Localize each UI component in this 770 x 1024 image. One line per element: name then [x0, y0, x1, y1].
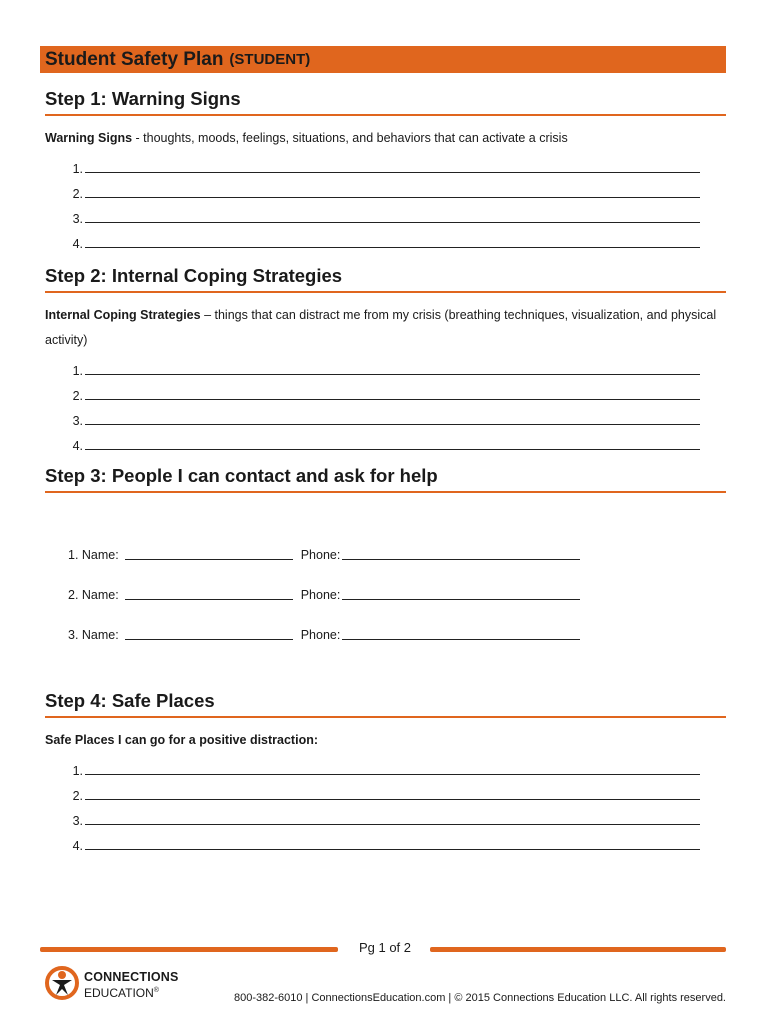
blank-input-line[interactable] [85, 233, 700, 248]
blank-input-line[interactable] [85, 435, 700, 450]
blank-input-line[interactable] [85, 760, 700, 775]
item-number: 2. [72, 389, 83, 403]
item-number: 3. [72, 212, 83, 226]
step-2-heading: Step 2: Internal Coping Strategies [45, 265, 726, 293]
step-4-section [45, 690, 726, 853]
name-field[interactable] [125, 545, 293, 560]
contacts-list [68, 522, 580, 642]
blank-input-line[interactable] [85, 385, 700, 400]
blank-input-line[interactable] [85, 835, 700, 850]
step-2-description [45, 303, 726, 353]
logo-line-1: CONNECTIONS [84, 970, 179, 984]
item-number: 3. [72, 814, 83, 828]
list-item [45, 176, 726, 201]
step-2-section [45, 265, 726, 453]
phone-label: Phone: [300, 628, 341, 642]
list-item [45, 403, 726, 428]
list-item [45, 778, 726, 803]
contact-row [68, 522, 580, 562]
phone-field[interactable] [342, 625, 580, 640]
step-4-description [45, 728, 726, 753]
blank-input-line[interactable] [85, 810, 700, 825]
step-4-list [45, 753, 726, 853]
name-field[interactable] [125, 585, 293, 600]
phone-field[interactable] [342, 585, 580, 600]
footer-divider-left [40, 947, 338, 952]
blank-input-line[interactable] [85, 208, 700, 223]
blank-input-line[interactable] [85, 183, 700, 198]
blank-input-line[interactable] [85, 360, 700, 375]
item-number: 1. [72, 162, 83, 176]
name-label: 1. Name: [68, 548, 119, 562]
list-item [45, 201, 726, 226]
title-bar [40, 46, 726, 73]
item-number: 1. [72, 764, 83, 778]
name-label: 2. Name: [68, 588, 119, 602]
item-number: 4. [72, 237, 83, 251]
logo-wordmark [84, 971, 179, 1000]
step-1-heading: Step 1: Warning Signs [45, 88, 726, 116]
logo-line-2 [84, 984, 179, 1000]
item-number: 4. [72, 839, 83, 853]
step-1-section [45, 88, 726, 251]
item-number: 2. [72, 187, 83, 201]
registered-mark: ® [153, 987, 159, 994]
page-number: Pg 1 of 2 [358, 940, 412, 955]
item-number: 4. [72, 439, 83, 453]
list-item [45, 353, 726, 378]
page-subtitle: (STUDENT) [229, 51, 311, 68]
logo-line-2-text: EDUCATION [84, 986, 154, 1000]
step-1-description [45, 126, 726, 151]
step-3-heading: Step 3: People I can contact and ask for help [45, 465, 726, 493]
step-1-desc-text: - thoughts, moods, feelings, situations, and behaviors that can activate a crisis [132, 131, 568, 145]
connections-education-logo [44, 965, 179, 1006]
phone-label: Phone: [300, 588, 341, 602]
contact-row [68, 562, 580, 602]
footer-contact: 800-382-6010 | ConnectionsEducation.com | © 2015 Connections Education LLC. All rights reserved. [233, 992, 726, 1004]
list-item [45, 151, 726, 176]
item-number: 3. [72, 414, 83, 428]
blank-input-line[interactable] [85, 410, 700, 425]
step-4-heading: Step 4: Safe Places [45, 690, 726, 718]
list-item [45, 753, 726, 778]
item-number: 1. [72, 364, 83, 378]
footer-divider-right [430, 947, 726, 952]
list-item [45, 226, 726, 251]
step-4-desc-term: Safe Places I can go for a positive distraction: [45, 733, 318, 747]
phone-label: Phone: [300, 548, 341, 562]
phone-field[interactable] [342, 545, 580, 560]
blank-input-line[interactable] [85, 158, 700, 173]
item-number: 2. [72, 789, 83, 803]
step-1-desc-term: Warning Signs [45, 131, 133, 145]
list-item [45, 428, 726, 453]
name-field[interactable] [125, 625, 293, 640]
connections-education-logo-icon [44, 965, 80, 1006]
blank-input-line[interactable] [85, 785, 700, 800]
page-title: Student Safety Plan [45, 48, 224, 70]
step-1-list [45, 151, 726, 251]
list-item [45, 828, 726, 853]
list-item [45, 378, 726, 403]
step-2-desc-term: Internal Coping Strategies [45, 308, 201, 322]
step-3-section [45, 465, 726, 493]
contact-row [68, 602, 580, 642]
step-2-desc-text: – things that can distract me from my crisis (breathing techniques, visualization, and physical activity) [45, 308, 717, 347]
list-item [45, 803, 726, 828]
step-2-list [45, 353, 726, 453]
name-label: 3. Name: [68, 628, 119, 642]
